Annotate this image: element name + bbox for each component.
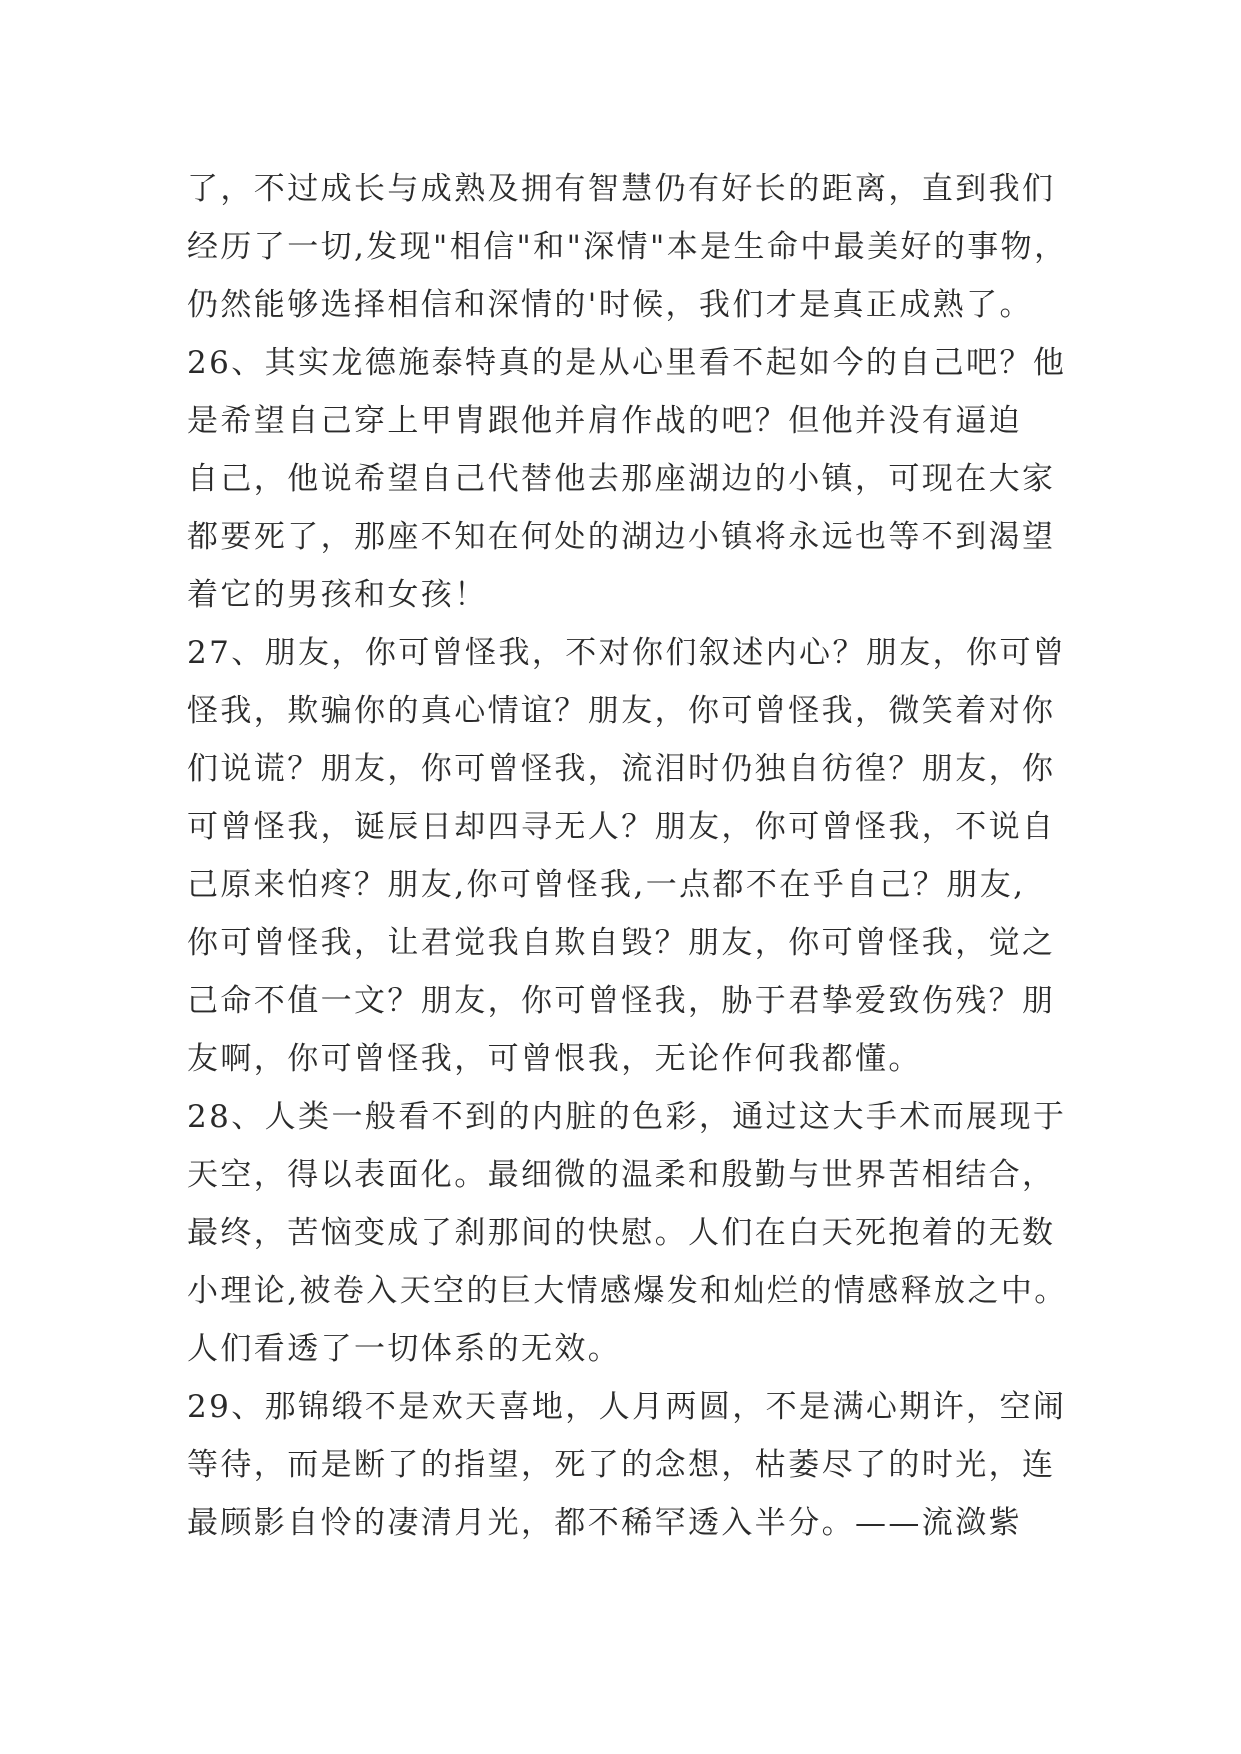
- text-line: 等待，而是断了的指望，死了的念想，枯萎尽了的时光，连: [187, 1447, 1056, 1483]
- text-line: 小理论,被卷入天空的巨大情感爆发和灿烂的情感释放之中。: [187, 1273, 1068, 1309]
- text-line: 们说谎？朋友，你可曾怪我，流泪时仍独自彷徨？朋友，你: [187, 751, 1056, 787]
- body-text: [187, 160, 1067, 1552]
- text-line: 人们看透了一切体系的无效。: [187, 1331, 622, 1367]
- text-line: 友啊，你可曾怪我，可曾恨我，无论作何我都懂。: [187, 1041, 922, 1077]
- text-line: 27、朋友，你可曾怪我，不对你们叙述内心？朋友，你可曾: [187, 635, 1067, 671]
- text-line: 都要死了，那座不知在何处的湖边小镇将永远也等不到渴望: [187, 519, 1056, 555]
- text-line: 26、其实龙德施泰特真的是从心里看不起如今的自己吧？他: [187, 345, 1067, 381]
- text-line: 天空，得以表面化。最细微的温柔和殷勤与世界苦相结合，: [187, 1157, 1056, 1193]
- text-line: 怪我，欺骗你的真心情谊？朋友，你可曾怪我，微笑着对你: [187, 693, 1056, 729]
- text-line: 你可曾怪我，让君觉我自欺自毁？朋友，你可曾怪我，觉之: [187, 925, 1056, 961]
- text-line: 最终，苦恼变成了刹那间的快慰。人们在白天死抱着的无数: [187, 1215, 1056, 1251]
- text-line: 了，不过成长与成熟及拥有智慧仍有好长的距离，直到我们: [187, 171, 1056, 207]
- text-line: 是希望自己穿上甲胄跟他并肩作战的吧？但他并没有逼迫: [187, 403, 1022, 439]
- text-line: 最顾影自怜的凄清月光，都不稀罕透入半分。——流潋紫: [187, 1505, 1022, 1541]
- text-line: 自己，他说希望自己代替他去那座湖边的小镇，可现在大家: [187, 461, 1056, 497]
- text-line: 经历了一切,发现"相信"和"深情"本是生命中最美好的事物，: [187, 229, 1068, 265]
- text-line: 己命不值一文？朋友，你可曾怪我，胁于君挚爱致伤残？朋: [187, 983, 1056, 1019]
- text-line: 29、那锦缎不是欢天喜地，人月两圆，不是满心期许，空闹: [187, 1389, 1067, 1425]
- text-line: 28、人类一般看不到的内脏的色彩，通过这大手术而展现于: [187, 1099, 1067, 1135]
- text-line: 仍然能够选择相信和深情的'时候，我们才是真正成熟了。: [187, 287, 1033, 323]
- text-line: 着它的男孩和女孩！: [187, 577, 488, 613]
- text-line: 己原来怕疼？朋友,你可曾怪我,一点都不在乎自己？朋友,: [187, 867, 1026, 903]
- text-line: 可曾怪我，诞辰日却四寻无人？朋友，你可曾怪我，不说自: [187, 809, 1056, 845]
